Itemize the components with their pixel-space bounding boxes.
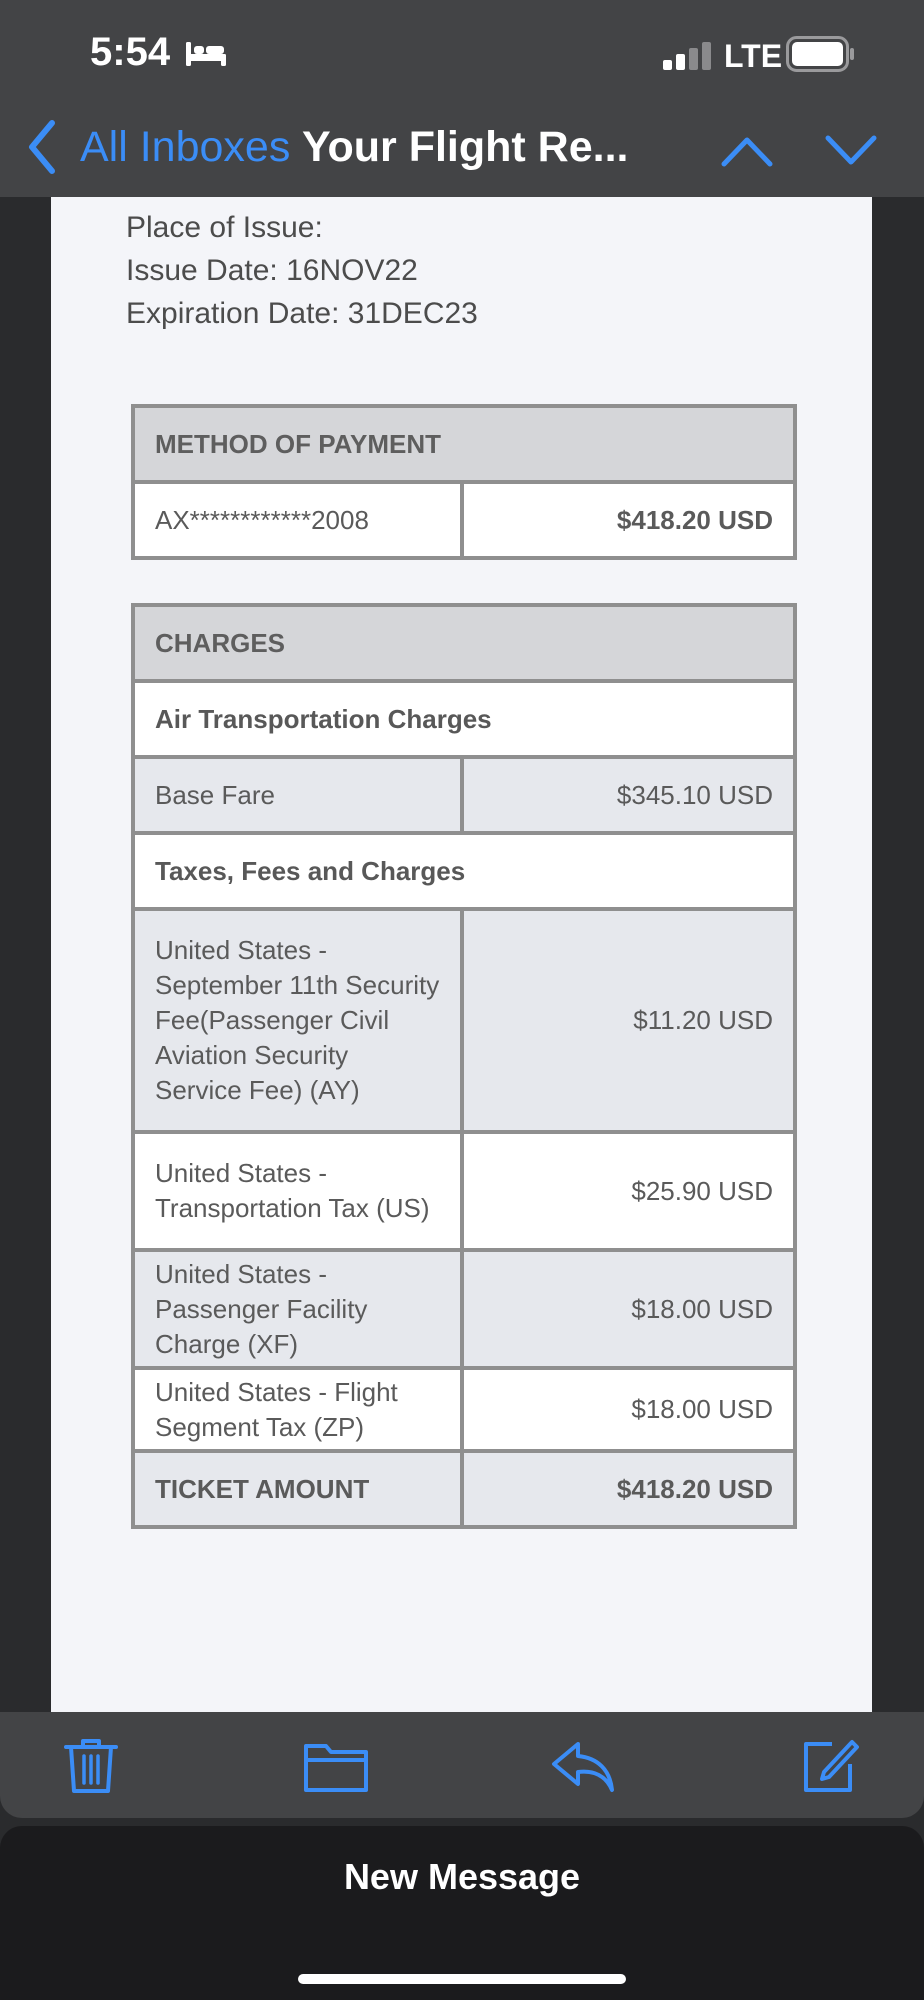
tax-label: United States - Passenger Facility Charge (XF) (133, 1250, 462, 1368)
tax-amount: $11.20 USD (462, 909, 795, 1132)
payment-header: METHOD OF PAYMENT (133, 406, 795, 482)
air-charges-header: Air Transportation Charges (133, 681, 795, 757)
charges-table (131, 603, 797, 1529)
tax-label: United States - Transportation Tax (US) (133, 1132, 462, 1250)
table-row (133, 757, 795, 833)
tax-amount: $18.00 USD (462, 1250, 795, 1368)
network-type: LTE (724, 38, 783, 74)
expiration-date: Expiration Date: 31DEC23 (126, 297, 478, 330)
battery-icon (786, 36, 856, 72)
base-fare-amount: $345.10 USD (462, 757, 795, 833)
folder-icon[interactable] (302, 1736, 370, 1794)
place-of-issue: Place of Issue: (126, 211, 323, 244)
base-fare-label: Base Fare (133, 757, 462, 833)
ticket-amount-value: $418.20 USD (462, 1451, 795, 1527)
home-indicator[interactable] (298, 1974, 626, 1984)
payment-amount: $418.20 USD (462, 482, 795, 558)
chevron-left-icon[interactable] (26, 119, 58, 175)
ticket-amount-label: TICKET AMOUNT (133, 1451, 462, 1527)
issue-date: Issue Date: 16NOV22 (126, 254, 418, 287)
app-header (0, 0, 924, 197)
bed-icon (184, 38, 228, 70)
page-title: Your Flight Re... (302, 123, 629, 171)
table-row (133, 1250, 795, 1368)
email-body[interactable] (51, 197, 872, 1712)
mail-toolbar (0, 1712, 924, 1818)
table-row (133, 1368, 795, 1451)
chevron-up-icon[interactable] (720, 134, 774, 168)
compose-icon[interactable] (800, 1736, 860, 1794)
reply-icon[interactable] (550, 1736, 616, 1794)
taxes-header: Taxes, Fees and Charges (133, 833, 795, 909)
ticket-row (133, 1451, 795, 1527)
tax-label: United States - September 11th Security Fee(Passenger Civil Aviation Security Service Fee) (AY) (133, 909, 462, 1132)
back-button[interactable]: All Inboxes (80, 123, 291, 171)
tax-amount: $18.00 USD (462, 1368, 795, 1451)
table-row (133, 1132, 795, 1250)
status-time: 5:54 (90, 30, 171, 74)
card-number: AX************2008 (133, 482, 462, 558)
signal-icon (663, 42, 713, 70)
payment-table (131, 404, 797, 560)
tax-amount: $25.90 USD (462, 1132, 795, 1250)
new-message-sheet[interactable] (0, 1826, 924, 2000)
charges-header: CHARGES (133, 605, 795, 681)
trash-icon[interactable] (62, 1736, 120, 1794)
tax-label: United States - Flight Segment Tax (ZP) (133, 1368, 462, 1451)
new-message-button[interactable]: New Message (343, 1856, 581, 1897)
table-row (133, 909, 795, 1132)
chevron-down-icon[interactable] (824, 134, 878, 168)
